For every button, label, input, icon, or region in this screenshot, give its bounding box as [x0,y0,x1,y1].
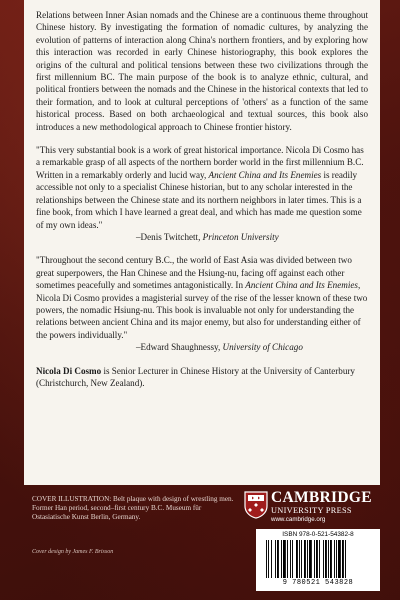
publisher-website: www.cambridge.org [271,516,326,523]
quote-text: is readily accessible not only to a specialist Chinese historian, but to any scholar interested in the relationships between the Chinese state and its northern neighbors in later times. This is a fine book, from which I have learned a great deal, and which has made me question some of my own ideas." [36,169,362,230]
quote-attribution-2 [36,341,368,353]
cover-footer [0,485,400,600]
barcode-bars [266,540,372,578]
reviewer-affiliation: Princeton University [202,231,279,242]
quote-attribution-1 [36,231,368,243]
reviewer-affiliation: University of Chicago [222,342,303,353]
cambridge-shield-icon [244,491,268,519]
book-title: Ancient China and Its Enemies [245,280,358,291]
reviewer-name: –Edward Shaughnessy, [136,342,223,353]
quote-text: , Nicola Di Cosmo provides a magisterial survey of the rise of the lesser known of these two powers, the nomadic Hsiung-nu. This book is invaluable not only for understanding the relations between ancient China and its major enemy, but also for understanding either of the powers individually." [36,280,368,340]
barcode [256,529,380,591]
book-title: Ancient China and Its Enemies [208,169,322,180]
isbn: ISBN 978-0-521-54382-8 [282,531,354,538]
barcode-digits: 9 780521 543828 [282,579,354,587]
author-bio-text: is Senior Lecturer in Chinese History at the University of Canterbury (Christchurch, New Zealand). [36,365,355,388]
cover-design-credit: Cover design by James F. Brisson [32,549,114,555]
book-description: Relations between Inner Asian nomads and the Chinese are a continuous theme throughout Chinese history. By investigating the formation of nomadic cultures, by analyzing the evolution of patterns of interaction along China's northern frontiers, and by exploring how this interaction was recorded in early Chinese historiography, this book explores the origins of the cultural and political tensions between these two civilizations through the first millennium BC. The main purpose of the book is to analyze ethnic, cultural, and political frontiers between the nomads and the Chinese in the historical contexts that led to their formation, and to look at cultural perceptions of 'others' as a function of the same historical process. Based on both archaeological and textual sources, this book also introduces a new methodological approach to Chinese frontier history. [36,10,368,132]
review-quote-1 [36,144,368,231]
quote-text: "Throughout the second century B.C., the world of East Asia was divided between two great superpowers, the Han Chinese and the Hsiung-nu, facing off against each other sometimes peacefully and sometimes antagonistically. In [36,255,352,291]
quote-text: "This very substantial book is a work of great historical importance. Nicola Di Cosmo has a remarkable grasp of all aspects of the northern border world in the first millennium B.C. Written in a remarkably orderly and lucid way, [36,145,364,180]
author-bio [36,365,368,390]
cover-illustration-credit: COVER ILLUSTRATION: Belt plaque with design of wrestling men. Former Han period, second–first century B.C. Museum für Ostasiatische Kunst Berlin, Germany. [32,495,234,522]
publisher-subtitle: UNIVERSITY PRESS [271,506,352,515]
publisher-name: CAMBRIDGE [271,489,372,506]
review-quote-2 [36,254,368,341]
reviewer-name: –Denis Twitchett, [136,231,203,242]
author-name: Nicola Di Cosmo [36,365,102,376]
text-panel [24,0,380,485]
